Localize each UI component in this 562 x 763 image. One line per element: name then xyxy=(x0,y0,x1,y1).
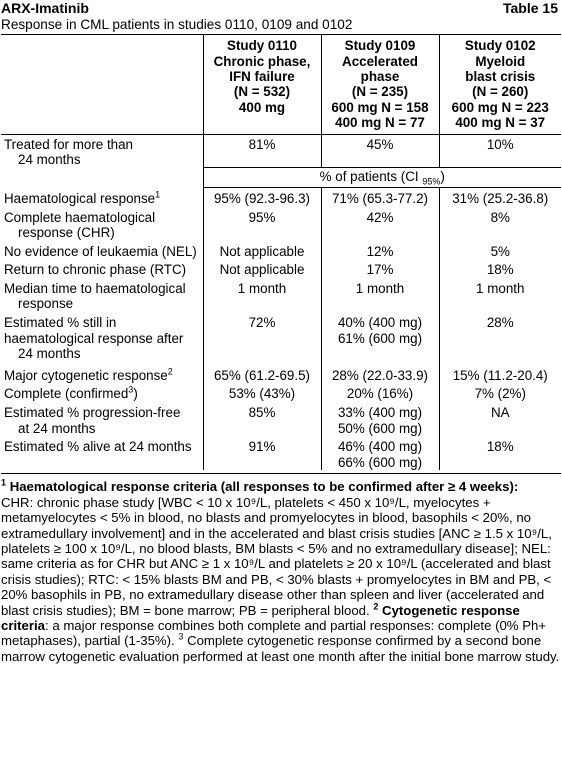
cell-value xyxy=(203,262,321,281)
drug-name: ARX-Imatinib xyxy=(1,0,89,16)
column-header-row xyxy=(1,35,561,134)
cell-value xyxy=(439,281,561,315)
cell-line: 85% xyxy=(248,405,276,421)
cell-value xyxy=(439,386,561,405)
row-label-line: response (CHR) xyxy=(18,225,115,241)
cell-line: 20% (16%) xyxy=(346,386,414,402)
table-row xyxy=(1,439,561,470)
table-row xyxy=(1,405,561,439)
cell-value xyxy=(203,386,321,405)
percent-header-row xyxy=(1,168,561,188)
cell-line: phase xyxy=(360,69,400,84)
cell-line: 1 month xyxy=(237,280,287,296)
pct-close: ) xyxy=(440,169,445,185)
column-header-3 xyxy=(439,35,561,134)
cell-value xyxy=(321,439,439,470)
pct-subscript: 95% xyxy=(422,176,441,187)
footnote-ref: 3 xyxy=(128,384,134,395)
table-row xyxy=(1,262,561,281)
cell-value xyxy=(439,368,561,387)
response-table xyxy=(1,34,561,470)
cell-value xyxy=(321,191,439,210)
cell-line: 28% (22.0-33.9) xyxy=(331,367,429,383)
row-label-line: Complete (confirmed xyxy=(4,386,129,402)
row-label-line: Estimated % still in xyxy=(4,315,117,331)
cell-line: 28% xyxy=(486,315,514,331)
row-label-line: Treated for more than xyxy=(4,136,134,152)
cell-line: 600 mg N = 158 xyxy=(331,99,429,115)
row-label xyxy=(1,244,203,263)
cell-line: (N = 532) xyxy=(233,84,291,100)
cell-value xyxy=(203,191,321,210)
cell-line: 42% xyxy=(366,209,394,225)
cell-line: Chronic phase, xyxy=(213,53,311,69)
cell-value xyxy=(203,368,321,387)
cell-line: 71% (65.3-77.2) xyxy=(331,190,429,206)
table-number: Table 15 xyxy=(503,0,558,16)
cell-value: 45% xyxy=(321,134,439,168)
cell-line: 50% (600 mg) xyxy=(337,420,423,436)
cell-line: 53% (43%) xyxy=(228,386,296,402)
footnote-2-title: Cytogenetic response criteria xyxy=(1,602,520,634)
row-label xyxy=(1,134,203,168)
percent-of-patients-label xyxy=(203,168,561,188)
footnote-1: $^1$ Haematological response criteria (all responses to be confirmed after ≥ 4 weeks): CHR: chronic phase study [WBC < 10 x 10⁹/L, platelets < 450 x 10⁹/L, myelocytes + metamyelocytes < 5% in blood, no blasts and promyelocytes in blood, basophils < 20%, no extramedullary involvement] and in the accelerated and blast crisis studies [ANC ≥ 1.5 x 10⁹/L, platelets ≥ 100 x 10⁹/L, no blood blasts, BM blasts < 5% and no extramedullary disease]; NEL: same criteria as for CHR but ANC ≥ 1 x 10⁹/L and platelets ≥ 20 x 10⁹/L (accelerated and blast crisis studies); RTC: < 15% blasts BM and PB, < 30% blasts + promyelocytes in BM and PB, < 20% basophils in PB, no extramedullary disease other than spleen and liver (accelerated and blast crisis studies); BM = bone marrow; PB = peripheral blood. xyxy=(1,478,552,618)
table-row xyxy=(1,244,561,263)
cell-line: 91% xyxy=(248,439,276,455)
cell-line: 17% xyxy=(366,262,394,278)
cell-line: 18% xyxy=(486,439,514,455)
cell-value xyxy=(321,210,439,244)
row-label-line: at 24 months xyxy=(18,420,96,436)
cell-line: 1 month xyxy=(355,280,405,296)
cell-line: 95% (92.3-96.3) xyxy=(213,190,311,206)
cell-line: 400 mg N = 37 xyxy=(455,115,546,131)
cell-value xyxy=(203,244,321,263)
cell-line: blast crisis xyxy=(465,69,536,84)
table-row xyxy=(1,368,561,387)
row-label-line: haematological response after xyxy=(4,330,184,346)
row-label-line: Return to chronic phase (RTC) xyxy=(4,262,187,278)
row-label-line: Haematological response xyxy=(4,190,156,206)
row-label-line: Median time to haematological xyxy=(4,280,186,296)
column-header-1 xyxy=(203,35,321,134)
table-row xyxy=(1,281,561,315)
cell-line: 31% (25.2-36.8) xyxy=(452,190,549,206)
cell-value xyxy=(439,210,561,244)
row-label-line: 24 months xyxy=(18,346,81,362)
cell-line: (N = 260) xyxy=(472,84,529,100)
cell-line: 1 month xyxy=(476,280,525,296)
row-label-line: Complete haematological xyxy=(4,209,156,225)
label-close: ) xyxy=(133,386,138,402)
table-row xyxy=(1,315,561,365)
cell-line: 8% xyxy=(490,209,510,225)
row-label xyxy=(1,439,203,470)
table-row xyxy=(1,386,561,405)
footnote-ref: 1 xyxy=(155,189,161,200)
row-label xyxy=(1,405,203,439)
header xyxy=(1,0,561,17)
row-label-line: Major cytogenetic response xyxy=(4,367,168,383)
cell-value xyxy=(321,262,439,281)
footnote-1-title: Haematological response criteria (all responses to be confirmed after ≥ 4 weeks): xyxy=(9,479,519,495)
table-row xyxy=(1,191,561,210)
cell-value xyxy=(439,405,561,439)
corner-cell xyxy=(1,35,203,134)
cell-line: Study 0110 xyxy=(227,38,297,54)
cell-value xyxy=(203,439,321,470)
pct-text: % of patients (CI xyxy=(319,169,423,185)
footnote-2-body: : a major response combines both complete and partial responses: complete (0% Ph+ metaphases), partial (1-35%). xyxy=(1,618,547,649)
cell-value xyxy=(203,405,321,439)
cell-line: 65% (61.2-69.5) xyxy=(213,367,311,383)
row-label xyxy=(1,281,203,315)
cell-value xyxy=(321,281,439,315)
cell-value xyxy=(321,386,439,405)
cell-line: 400 mg N = 77 xyxy=(335,115,425,131)
cell-line: NA xyxy=(490,405,510,421)
cell-value xyxy=(321,405,439,439)
cell-line: IFN failure xyxy=(229,69,295,84)
footnotes xyxy=(1,473,561,664)
row-label-line: Estimated % alive at 24 months xyxy=(4,439,192,455)
cell-line: 40% (400 mg) xyxy=(337,315,423,331)
footnote-1-body: CHR: chronic phase study [WBC < 10 x 10⁹/L, platelets < 450 x 10⁹/L, myelocytes + metamyelocytes < 5% in blood, no blasts and promyelocytes in blood, basophils < 20%, no extramedullary involvement] and in the accelerated and blast crisis studies [ANC ≥ 1.5 x 10⁹/L, platelets ≥ 100 x 10⁹/L, no blood blasts, BM blasts < 5% and no extramedullary disease]; NEL: same criteria as for CHR but ANC ≥ 1 x 10⁹/L and platelets ≥ 20 x 10⁹/L (accelerated and blast crisis studies); RTC: < 15% blasts BM and PB, < 30% blasts + promyelocytes in BM and PB, < 20% basophils in PB, no extramedullary disease other than spleen and liver (accelerated and blast crisis studies); BM = bone marrow; PB = peripheral blood. xyxy=(1,494,552,618)
table-subtitle: Response in CML patients in studies 0110, 0109 and 0102 xyxy=(1,16,353,32)
cell-value: 81% xyxy=(203,134,321,168)
cell-line: Accelerated xyxy=(342,53,418,69)
treated-row xyxy=(1,134,561,168)
cell-value xyxy=(321,368,439,387)
cell-line: 400 mg xyxy=(238,99,286,115)
row-label xyxy=(1,315,203,365)
cell-line: Study 0102 xyxy=(464,38,536,54)
cell-value xyxy=(439,315,561,365)
cell-line: (N = 235) xyxy=(351,84,409,100)
cell-line: Not applicable xyxy=(219,243,305,259)
cell-line: 15% (11.2-20.4) xyxy=(452,367,548,383)
cell-line: 61% (600 mg) xyxy=(337,330,423,346)
blank-cell xyxy=(1,168,203,188)
footnote-ref: 2 xyxy=(167,366,173,377)
cell-value xyxy=(439,262,561,281)
row-label xyxy=(1,386,203,405)
cell-line: 7% (2%) xyxy=(474,386,526,402)
cell-value xyxy=(439,191,561,210)
row-label xyxy=(1,262,203,281)
cell-value xyxy=(203,315,321,365)
row-label-line: response xyxy=(18,296,74,312)
footnote-3-body: Complete cytogenetic response confirmed by a second bone marrow cytogenetic evaluation performed at least one month after the initial bone marrow study. xyxy=(1,633,560,664)
row-label xyxy=(1,210,203,244)
cell-value xyxy=(203,281,321,315)
column-header-2 xyxy=(321,35,439,134)
cell-line: Not applicable xyxy=(219,262,305,278)
cell-line: 5% xyxy=(490,243,510,259)
cell-value xyxy=(203,210,321,244)
row-label xyxy=(1,191,203,210)
cell-line: 18% xyxy=(486,262,514,278)
cell-line: 600 mg N = 223 xyxy=(451,99,549,115)
cell-value xyxy=(321,315,439,365)
cell-line: Study 0109 xyxy=(344,38,416,54)
row-label-line: Estimated % progression-free xyxy=(4,405,181,421)
row-label-line: No evidence of leukaemia (NEL) xyxy=(4,243,197,259)
cell-value xyxy=(439,244,561,263)
cell-value xyxy=(439,439,561,470)
footnote-2-marker: $^2$ Cytogenetic response criteria xyxy=(1,601,520,634)
cell-line: Myeloid xyxy=(475,53,526,69)
cell-line: 66% (600 mg) xyxy=(337,454,423,470)
cell-line: 72% xyxy=(248,315,276,331)
cell-value: 10% xyxy=(439,134,561,168)
row-label xyxy=(1,368,203,387)
cell-line: 95% xyxy=(248,209,276,225)
cell-line: 46% (400 mg) xyxy=(337,439,423,455)
footnote-3-marker: 3 xyxy=(178,632,184,643)
cell-line: 12% xyxy=(366,243,394,259)
row-label-line: 24 months xyxy=(18,152,81,168)
table-row xyxy=(1,210,561,244)
cell-line: 33% (400 mg) xyxy=(337,405,423,421)
cell-value xyxy=(321,244,439,263)
